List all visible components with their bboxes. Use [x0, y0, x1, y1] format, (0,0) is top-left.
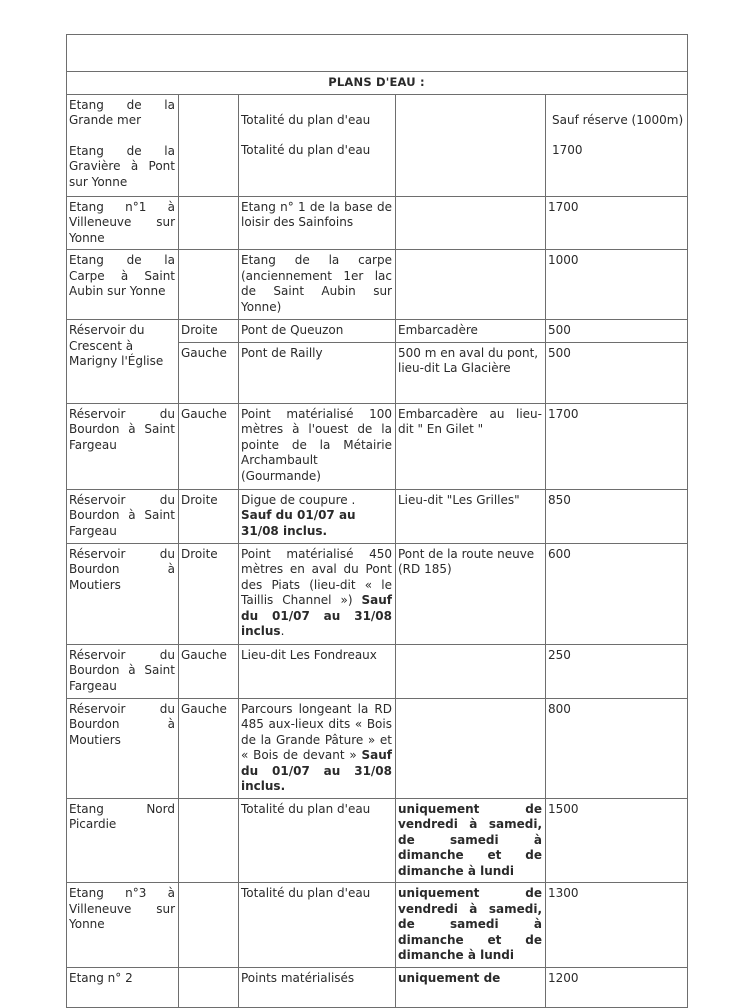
autre-cell: 500 m en aval du pont, lieu-dit La Glacière — [396, 342, 546, 403]
distance-cell: 1000 — [546, 250, 688, 320]
limite-text: Digue de coupure . — [241, 492, 356, 507]
limite-cell — [239, 543, 396, 644]
limite-cell: Points matérialisés — [239, 967, 396, 1007]
plan-cell: Etang n°1 à Villeneuve sur Yonne — [67, 196, 179, 250]
plan-cell: Réservoir du Bourdon à Saint Fargeau — [67, 489, 179, 543]
limite-cell: Totalité du plan d'eau — [239, 883, 396, 968]
limite-text: Parcours longeant la RD 485 aux-lieux dits « Bois de la Grande Pâture » et « Bois de devant » — [241, 701, 392, 762]
rive-cell: Droite — [179, 320, 239, 343]
table-row — [67, 698, 688, 798]
distance-cell: 850 — [546, 489, 688, 543]
rive-cell: Gauche — [179, 644, 239, 698]
limite-cell: Totalité du plan d'eau — [239, 798, 396, 883]
table-row — [67, 94, 688, 196]
limite-cell: Etang n° 1 de la base de loisir des Sainfoins — [239, 196, 396, 250]
limite-cell: Lieu-dit Les Fondreaux — [239, 644, 396, 698]
limite-cell: Point matérialisé 100 mètres à l'ouest de la pointe de la Métairie Archambault (Gourmande) — [239, 403, 396, 489]
section-title: PLANS D'EAU : — [67, 72, 688, 95]
limite-tail: . — [280, 624, 285, 638]
rive-cell: Droite — [179, 489, 239, 543]
plan-cell: Etang Nord Picardie — [67, 798, 179, 883]
limite-text: Totalité du plan d'eau — [241, 143, 371, 157]
table-row — [67, 798, 688, 883]
limite-cell — [239, 489, 396, 543]
distance-value: Sauf réserve (1000m) — [552, 112, 684, 127]
plan-cell: Etang n°3 à Villeneuve sur Yonne — [67, 883, 179, 968]
season-exception: Sauf du 01/07 au 31/08 inclus — [241, 593, 392, 638]
table-row — [67, 644, 688, 698]
autre-cell: uniquement de vendredi à samedi, de samedi à dimanche et de dimanche à lundi — [396, 798, 546, 883]
rive-cell — [179, 94, 239, 196]
rive-cell: Gauche — [179, 403, 239, 489]
blank-cell — [67, 35, 688, 72]
distance-cell: 500 — [546, 342, 688, 403]
autre-cell: Pont de la route neuve (RD 185) — [396, 543, 546, 644]
header-row — [67, 72, 688, 95]
rive-cell: Droite — [179, 543, 239, 644]
distance-cell: 800 — [546, 698, 688, 798]
rive-cell: Gauche — [179, 342, 239, 403]
limite-text: Point matérialisé 450 mètres en aval du Pont des Piats (lieu-dit « le Taillis Channel ») — [241, 546, 392, 607]
distance-cell: 1300 — [546, 883, 688, 968]
plan-name: Etang de la Gravière à Pont sur Yonne — [69, 143, 175, 189]
limite-cell: Etang de la carpe (anciennement 1er lac de Saint Aubin sur Yonne) — [239, 250, 396, 320]
autre-cell — [396, 644, 546, 698]
distance-value: 1700 — [552, 143, 583, 157]
distance-cell: 250 — [546, 644, 688, 698]
rive-cell: Gauche — [179, 698, 239, 798]
autre-cell: Embarcadère au lieu-dit " En Gilet " — [396, 403, 546, 489]
plan-cell: Etang de la Carpe à Saint Aubin sur Yonne — [67, 250, 179, 320]
season-exception: Sauf du 01/07 au 31/08 inclus. — [241, 748, 392, 793]
autre-cell — [396, 94, 546, 196]
distance-cell — [546, 94, 688, 196]
rive-cell — [179, 967, 239, 1007]
limite-cell — [239, 698, 396, 798]
autre-cell — [396, 698, 546, 798]
autre-cell: Lieu-dit "Les Grilles" — [396, 489, 546, 543]
plan-cell: Etang n° 2 — [67, 967, 179, 1007]
plan-name: Etang de la Grande mer — [69, 97, 175, 127]
limite-cell: Pont de Railly — [239, 342, 396, 403]
rive-cell — [179, 798, 239, 883]
table-row — [67, 883, 688, 968]
distance-cell: 500 — [546, 320, 688, 343]
plan-cell: Réservoir du Bourdon à Saint Fargeau — [67, 644, 179, 698]
rive-cell — [179, 196, 239, 250]
distance-cell: 1200 — [546, 967, 688, 1007]
plan-cell — [67, 94, 179, 196]
distance-cell: 1700 — [546, 403, 688, 489]
limite-cell — [239, 94, 396, 196]
table-row — [67, 403, 688, 489]
blank-row — [67, 35, 688, 72]
autre-cell — [396, 196, 546, 250]
table-row — [67, 196, 688, 250]
plan-cell: Réservoir du Bourdon à Saint Fargeau — [67, 403, 179, 489]
table-row — [67, 543, 688, 644]
plan-cell: Réservoir du Bourdon à Moutiers — [67, 698, 179, 798]
rive-cell — [179, 250, 239, 320]
distance-cell: 1500 — [546, 798, 688, 883]
distance-cell: 600 — [546, 543, 688, 644]
plan-cell: Réservoir du Crescent à Marigny l'Église — [67, 320, 179, 404]
table-row — [67, 967, 688, 1007]
plan-cell: Réservoir du Bourdon à Moutiers — [67, 543, 179, 644]
table-row — [67, 250, 688, 320]
limite-text: Totalité du plan d'eau — [241, 112, 371, 127]
table-row — [67, 320, 688, 343]
autre-cell: Embarcadère — [396, 320, 546, 343]
autre-cell: uniquement de vendredi à samedi, de samedi à dimanche et de dimanche à lundi — [396, 883, 546, 968]
table-row — [67, 489, 688, 543]
autre-cell: uniquement de — [396, 967, 546, 1007]
rive-cell — [179, 883, 239, 968]
distance-cell: 1700 — [546, 196, 688, 250]
fishing-table — [66, 34, 688, 1008]
limite-cell: Pont de Queuzon — [239, 320, 396, 343]
season-exception: Sauf du 01/07 au 31/08 inclus. — [241, 508, 356, 538]
autre-cell — [396, 250, 546, 320]
